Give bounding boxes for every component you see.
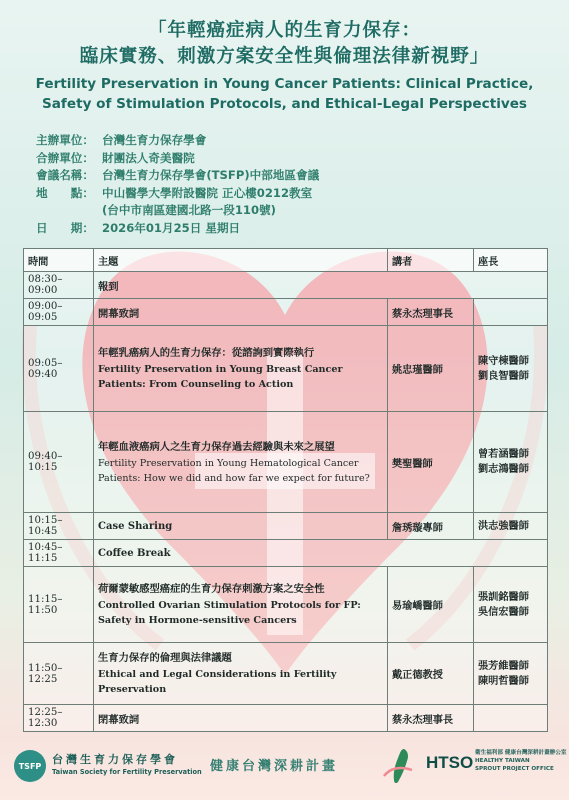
meta-value: 2026年01月25日 星期日 [102, 220, 241, 235]
row-chair [474, 412, 548, 513]
row-speaker: 易瑜嶠醫師 [388, 567, 474, 643]
sponsor-footer [0, 742, 569, 800]
topic-zh: 開幕致詞 [98, 307, 140, 320]
meta-conference-name [36, 167, 319, 185]
row-topic [94, 326, 388, 412]
row-topic [94, 412, 388, 513]
topic-en: Coffee Break [98, 547, 171, 559]
meta-value: 財團法人奇美醫院 [102, 150, 195, 165]
topic-zh: 年輕血液癌病人之生育力保存過去經驗與未來之展望 [98, 440, 335, 453]
title-block [0, 18, 569, 114]
office-name-en1: HEALTHY TAIWAN [475, 757, 530, 764]
table-row [24, 540, 548, 567]
tsfp-logo-icon: TSFP [14, 750, 46, 782]
chair-name: 陳明哲醫師 [478, 675, 529, 687]
row-chair [474, 567, 548, 643]
meta-label [36, 202, 102, 220]
chair-name: 曾若涵醫師 [478, 449, 529, 460]
meta-organizer [36, 132, 319, 150]
row-chair [474, 705, 548, 732]
row-time: 10:15–10:45 [24, 513, 94, 540]
table-row [24, 567, 548, 643]
meta-label: 地 點： [36, 185, 94, 200]
meta-label: 合辦單位： [36, 150, 94, 165]
topic-zh: 報到 [98, 280, 119, 293]
header-topic: 主題 [94, 249, 388, 272]
topic-en: Case Sharing [98, 520, 173, 532]
row-speaker: 蔡永杰理事長 [388, 705, 474, 732]
row-time: 11:50–12:25 [24, 643, 94, 705]
tsfp-name-zh: 台灣生育力保存學會 [52, 753, 178, 766]
row-time: 09:40–10:15 [24, 412, 94, 513]
meta-address [36, 202, 319, 220]
row-speaker: 戴正德教授 [388, 643, 474, 705]
meta-label: 日 期： [36, 220, 94, 235]
topic-en: Controlled Ovarian Stimulation Protocols for FP: Safety in Hormone-sensitive Cancers [98, 600, 361, 626]
row-time: 09:00–09:05 [24, 299, 94, 326]
row-speaker: 詹琇璇專師 [388, 513, 474, 540]
chair-name: 劉志鴻醫師 [478, 464, 529, 475]
table-row [24, 412, 548, 513]
topic-en: Ethical and Legal Considerations in Fertility Preservation [98, 669, 337, 695]
chair-name: 陳守棟醫師 [478, 355, 529, 367]
header-chair: 座長 [474, 249, 548, 272]
meta-location [36, 185, 319, 203]
topic-zh: 生育力保存的倫理與法律議題 [98, 652, 232, 664]
office-name-en2: SPROUT PROJECT OFFICE [475, 765, 554, 772]
title-zh-line2: 臨床實務、刺激方案安全性與倫理法律新視野」 [79, 46, 490, 67]
meta-value: 台灣生育力保存學會(TSFP)中部地區會議 [102, 168, 320, 182]
meta-value: 中山醫學大學附設醫院 正心樓0212教室 [102, 185, 313, 200]
chair-name: 張芳維醫師 [478, 660, 529, 672]
table-row [24, 705, 548, 732]
row-time: 11:15–11:50 [24, 567, 94, 643]
topic-en: Fertility Preservation in Young Breast Cancer Patients: From Counseling to Action [98, 364, 343, 390]
row-time: 10:45–11:15 [24, 540, 94, 567]
htso-logo-text: HTSO [426, 753, 474, 772]
row-topic [94, 643, 388, 705]
chair-name: 洪志強醫師 [478, 520, 529, 532]
row-time: 08:30–09:00 [24, 272, 94, 299]
header-time: 時間 [24, 249, 94, 272]
table-row [24, 272, 548, 299]
title-en-line1: Fertility Preservation in Young Cancer Patients: Clinical Practice, [35, 76, 534, 92]
table-row [24, 643, 548, 705]
row-chair [474, 643, 548, 705]
table-row [24, 513, 548, 540]
table-row [24, 326, 548, 412]
meta-label: 會議名稱： [36, 168, 94, 182]
healthy-taiwan-title: 健康台灣深耕計畫 [210, 759, 339, 774]
row-chair [474, 326, 548, 412]
chair-name: 吳信宏醫師 [478, 606, 529, 618]
row-speaker: 樊聖醫師 [388, 412, 474, 513]
row-topic [94, 567, 388, 643]
office-name [475, 750, 567, 773]
row-time: 09:05–09:40 [24, 326, 94, 412]
title-en-line2: Safety of Stimulation Protocols, and Ethical-Legal Perspectives [41, 96, 528, 112]
chair-name: 劉良智醫師 [478, 370, 529, 382]
event-info [36, 132, 319, 237]
table-row [24, 299, 548, 326]
row-topic [94, 272, 548, 299]
row-topic [94, 299, 388, 326]
chair-name: 張訓銘醫師 [478, 591, 529, 603]
topic-zh: 荷爾蒙敏感型癌症的生育力保存刺激方案之安全性 [98, 583, 325, 595]
row-topic [94, 540, 548, 567]
topic-zh: 年輕乳癌病人的生育力保存：從諮詢到實際執行 [98, 347, 315, 359]
agenda-table [23, 248, 548, 732]
table-header-row [24, 249, 548, 272]
office-name-zh: 衛生福利部 健康台灣深耕計畫辦公室 [475, 750, 567, 756]
meta-label: 主辦單位： [36, 133, 94, 147]
topic-zh: 閉幕致詞 [98, 713, 140, 726]
header-speaker: 講者 [388, 249, 474, 272]
row-speaker: 蔡永杰理事長 [388, 299, 474, 326]
topic-en: Fertility Preservation in Young Hematological Cancer Patients: How we did and how far we expect for future? [98, 457, 370, 484]
meta-date [36, 220, 319, 238]
row-time: 12:25–12:30 [24, 705, 94, 732]
row-chair [474, 513, 548, 540]
meta-value: 台灣生育力保存學會 [102, 133, 207, 147]
row-topic [94, 705, 388, 732]
row-speaker: 姚忠瑾醫師 [388, 326, 474, 412]
tsfp-name-en: Taiwan Society for Fertility Preservation [52, 768, 202, 776]
row-topic [94, 513, 388, 540]
row-chair [474, 299, 548, 326]
taiwan-map-icon [378, 746, 422, 786]
meta-value: (台中市南區建國北路一段110號) [102, 203, 276, 217]
title-zh-line1: 「年輕癌症病人的生育力保存： [147, 20, 421, 41]
meta-co-organizer [36, 150, 319, 168]
